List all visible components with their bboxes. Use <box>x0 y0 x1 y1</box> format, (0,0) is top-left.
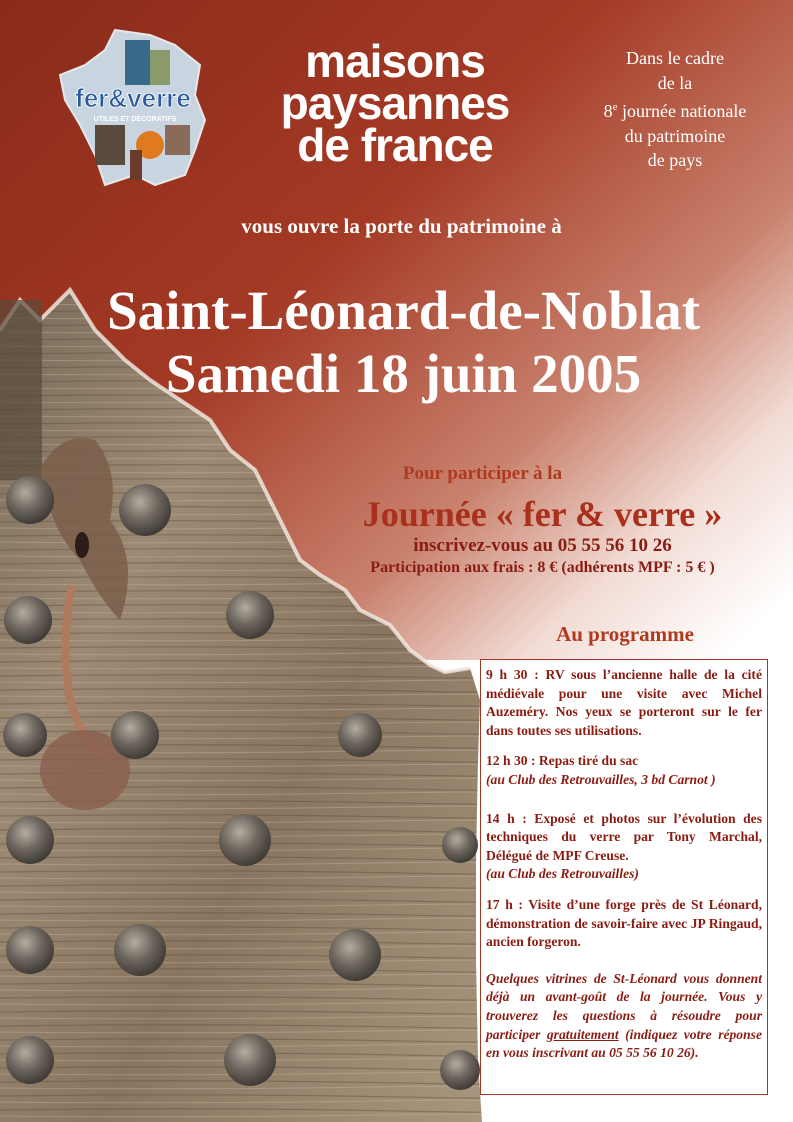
program-title: Au programme <box>556 622 694 646</box>
registration-block <box>300 462 785 578</box>
event-name: Journée « fer & verre » <box>362 494 723 534</box>
context-line-1: Dans le cadre <box>626 48 724 68</box>
program-note-free: gratuitement <box>546 1026 619 1042</box>
program-item-3-main: 14 h : Exposé et photos sur l’évolution des techniques du verre par Tony Marchal, Délégué de MPF Creuse. <box>486 810 762 863</box>
context-note <box>570 46 780 173</box>
context-line-2: de la <box>657 72 693 93</box>
program-item-2-note: (au Club des Retrouvailles, 3 bd Carnot ) <box>486 771 716 787</box>
program-item-2 <box>486 752 762 789</box>
program-item-4: 17 h : Visite d’une forge près de St Léonard, démonstration de savoir-faire avec JP Ringaud, ancien forgeron. <box>486 896 762 950</box>
logo-text: fer&verre <box>75 83 191 113</box>
event-date: Samedi 18 juin 2005 <box>165 343 642 404</box>
city-title: Saint-Léonard-de-Noblat <box>107 280 700 341</box>
brand-line-1: maisons <box>305 35 485 87</box>
brand-line-2: paysannes <box>280 77 510 129</box>
registration-pre: Pour participer à la <box>402 463 563 484</box>
program-item-3-note: (au Club des Retrouvailles) <box>486 866 639 882</box>
context-line-3 <box>570 95 780 124</box>
registration-phone: inscrivez-vous au 05 55 56 10 26 <box>413 535 672 556</box>
program-note-c: (indiquez votre réponse en vous inscrivant au 05 55 56 10 26). <box>486 1026 762 1061</box>
logo-subtext: UTILES ET DÉCORATIFS <box>93 116 177 123</box>
program-box <box>480 659 768 1095</box>
program-item-1: 9 h 30 : RV sous l’ancienne halle de la cité médiévale pour une visite avec Michel Auzeméry. Nos yeux se porteront sur le fer dans toutes ses utilisations. <box>486 667 762 738</box>
program-item-3 <box>486 810 762 884</box>
fer-verre-logo <box>55 25 210 190</box>
brand-line-3: de france <box>297 119 493 171</box>
edition-number: 8 <box>603 101 613 121</box>
registration-fee: Participation aux frais : 8 € (adhérents MPF : 5 € ) <box>370 559 715 576</box>
edition-suffix: e <box>612 101 618 113</box>
brand-title <box>240 35 550 171</box>
program-note <box>486 970 762 1063</box>
context-line-4: du patrimoine <box>624 125 726 146</box>
intro-text: vous ouvre la porte du patrimoine à <box>241 214 562 238</box>
program-item-2-main: 12 h 30 : Repas tiré du sac <box>486 753 639 769</box>
context-line-3-text: journée nationale <box>621 101 747 121</box>
context-line-5: de pays <box>647 150 703 170</box>
program-note-a: Quelques vitrines de St-Léonard vous donnent déjà un avant-goût de la journée. Vous y trouverez les questions à résoudre pour participer <box>486 970 762 1042</box>
